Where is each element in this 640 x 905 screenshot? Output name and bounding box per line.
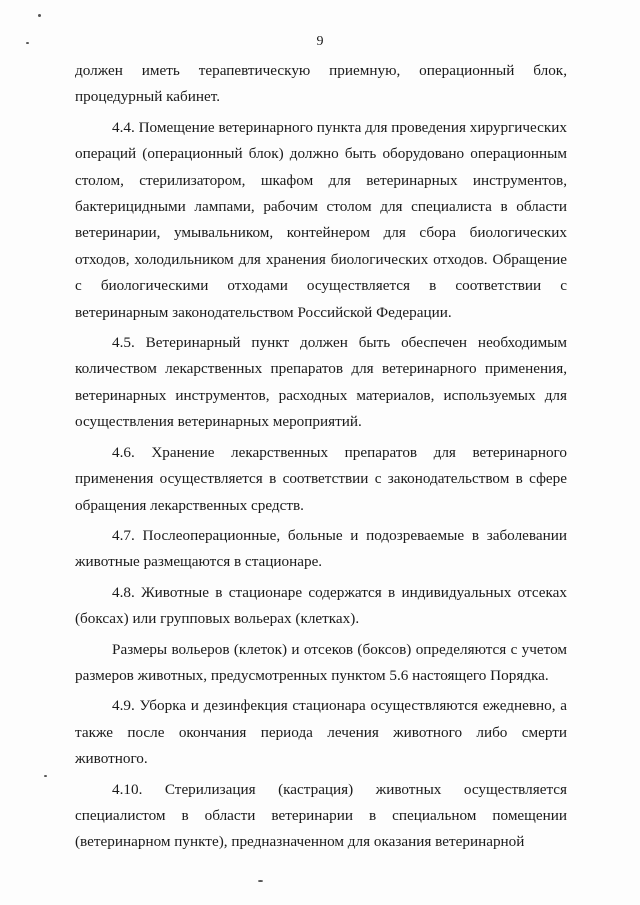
- paragraph-4-7: 4.7. Послеоперационные, больные и подозреваемые в заболевании животные размещаются в стационаре.: [75, 526, 567, 571]
- paragraph-4-8: 4.8. Животные в стационаре содержатся в индивидуальных отсеках (боксах) или групповых вольерах (клетках).: [75, 583, 567, 628]
- scan-speck: [26, 42, 29, 44]
- paragraph-4-6: 4.6. Хранение лекарственных препаратов для ветеринарного применения осуществляется в соответствии с законодательством в сфере обращения лекарственных средств.: [75, 443, 567, 514]
- paragraph-4-5: 4.5. Ветеринарный пункт должен быть обеспечен необходимым количеством лекарственных препаратов для ветеринарного применения, ветеринарных инструментов, расходных материалов, используемых для осуществления ветеринарных мероприятий.: [75, 334, 567, 431]
- paragraph-continuation: должен иметь терапевтическую приемную, операционный блок, процедурный кабинет.: [75, 62, 567, 106]
- paragraph-4-10: 4.10. Стерилизация (кастрация) животных осуществляется специалистом в области ветеринарии в специальном помещении (ветеринарном пункте), предназначенном для оказания ветеринарной: [75, 780, 567, 851]
- scan-speck: [44, 775, 47, 777]
- document-body: [75, 58, 567, 860]
- paragraph-4-9: 4.9. Уборка и дезинфекция стационара осуществляются ежедневно, а также после окончания периода лечения животного либо смерти животного.: [75, 697, 567, 768]
- paragraph-enclosure-sizes: Размеры вольеров (клеток) и отсеков (боксов) определяются с учетом размеров животных, предусмотренных пунктом 5.6 настоящего Порядка.: [75, 640, 567, 684]
- paragraph-4-4: 4.4. Помещение ветеринарного пункта для проведения хирургических операций (операционный блок) должно быть оборудовано операционным столом, стерилизатором, шкафом для ветеринарных инструментов, бактерицидными лампами, рабочим столом для специалиста в области ветеринарии, умывальником, контейнером для сбора биологических отходов, холодильником для хранения биологических отходов. Обращение с биологическими отходами осуществляется в соответствии с ветеринарным законодательством Российской Федерации.: [75, 118, 567, 321]
- scan-speck: [258, 880, 263, 882]
- scan-speck: [38, 14, 41, 17]
- page-number: 9: [316, 34, 324, 49]
